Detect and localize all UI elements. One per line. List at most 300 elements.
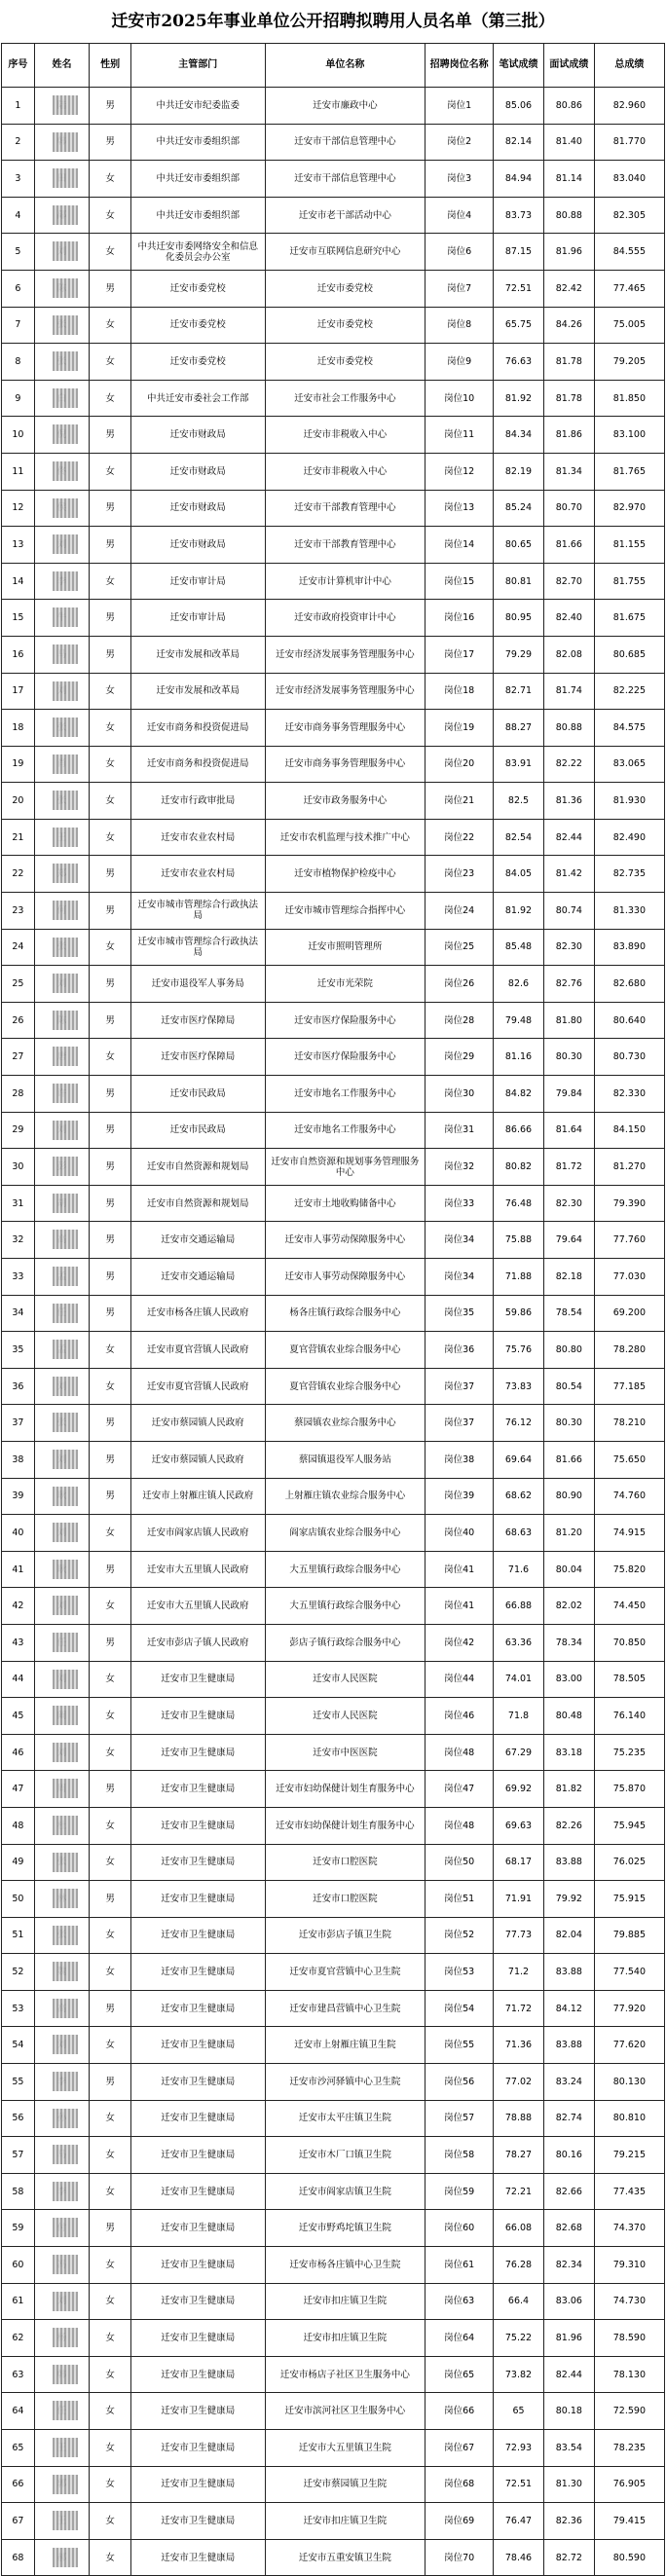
cell-post: 岗位42 <box>426 1624 494 1661</box>
cell-seq: 2 <box>2 124 35 161</box>
department-text: 迁安市农业农村局 <box>161 831 236 843</box>
cell-total: 81.330 <box>594 893 664 930</box>
cell-name <box>34 2539 89 2576</box>
table-row <box>2 1149 665 1186</box>
cell-written: 68.17 <box>494 1844 544 1881</box>
table-row <box>2 380 665 417</box>
cell-dept <box>131 270 266 307</box>
cell-post: 岗位47 <box>426 1771 494 1808</box>
cell-total: 77.030 <box>594 1259 664 1296</box>
cell-dept <box>131 1185 266 1222</box>
cell-written: 80.82 <box>494 1149 544 1186</box>
unit-text: 迁安市野鸡坨镇卫生院 <box>298 2223 391 2234</box>
cell-interview: 81.72 <box>543 1149 594 1186</box>
cell-seq: 34 <box>2 1295 35 1332</box>
cell-interview: 80.86 <box>543 88 594 125</box>
cell-sex: 女 <box>90 2100 131 2137</box>
cell-post: 岗位31 <box>426 1112 494 1149</box>
cell-post: 岗位58 <box>426 2137 494 2174</box>
cell-name <box>34 270 89 307</box>
cell-interview: 81.86 <box>543 417 594 454</box>
cell-name <box>34 490 89 527</box>
name-redaction-blur <box>53 1816 78 1835</box>
cell-interview: 78.34 <box>543 1624 594 1661</box>
table-row <box>2 490 665 527</box>
cell-seq: 33 <box>2 1259 35 1296</box>
name-redaction-blur <box>53 828 78 847</box>
cell-dept <box>131 636 266 673</box>
name-redaction-blur <box>53 1194 78 1213</box>
cell-total: 75.915 <box>594 1881 664 1918</box>
cell-sex: 女 <box>90 1844 131 1881</box>
cell-name <box>34 966 89 1003</box>
unit-text: 迁安市经济发展事务管理服务中心 <box>276 648 415 660</box>
cell-post: 岗位60 <box>426 2210 494 2247</box>
unit-text: 迁安市经济发展事务管理服务中心 <box>276 685 415 697</box>
table-row <box>2 929 665 966</box>
table-row <box>2 1441 665 1478</box>
department-text: 迁安市财政局 <box>169 465 226 477</box>
department-text: 迁安市卫生健康局 <box>161 1747 236 1758</box>
cell-post: 岗位56 <box>426 2064 494 2101</box>
cell-dept <box>131 453 266 490</box>
cell-dept <box>131 819 266 856</box>
cell-seq: 29 <box>2 1112 35 1149</box>
unit-text: 大五里镇行政综合服务中心 <box>289 1601 401 1612</box>
cell-dept <box>131 1259 266 1296</box>
cell-sex: 女 <box>90 2027 131 2064</box>
cell-written: 82.54 <box>494 819 544 856</box>
unit-text: 迁安市杨店子社区卫生服务中心 <box>279 2369 410 2380</box>
cell-interview: 82.74 <box>543 2100 594 2137</box>
table-row <box>2 234 665 271</box>
cell-unit <box>265 1954 426 1991</box>
cell-name <box>34 2247 89 2284</box>
name-redaction-blur <box>53 2255 78 2274</box>
name-redaction-blur <box>53 2511 78 2530</box>
cell-total: 80.810 <box>594 2100 664 2137</box>
cell-written: 69.64 <box>494 1441 544 1478</box>
department-text: 迁安市财政局 <box>169 429 226 441</box>
name-redaction-blur <box>53 1560 78 1579</box>
cell-dept <box>131 1515 266 1552</box>
cell-name <box>34 1844 89 1881</box>
department-text: 中共迁安市委组织部 <box>156 136 240 148</box>
unit-text: 迁安市计算机审计中心 <box>298 575 391 587</box>
cell-total: 84.575 <box>594 710 664 747</box>
cell-total: 78.280 <box>594 1332 664 1369</box>
cell-interview: 81.82 <box>543 1771 594 1808</box>
cell-name <box>34 344 89 381</box>
cell-interview: 79.92 <box>543 1881 594 1918</box>
department-text: 迁安市卫生健康局 <box>161 1967 236 1978</box>
name-redaction-blur <box>53 974 78 993</box>
cell-written: 74.01 <box>494 1661 544 1698</box>
cell-interview: 82.68 <box>543 2210 594 2247</box>
unit-text: 蔡园镇农业综合服务中心 <box>294 1417 396 1429</box>
name-redaction-blur <box>53 2218 78 2237</box>
unit-text: 迁安市沙河驿镇中心卫生院 <box>289 2076 401 2087</box>
cell-dept <box>131 893 266 930</box>
table-row <box>2 2064 665 2101</box>
cell-post: 岗位50 <box>426 1844 494 1881</box>
cell-dept <box>131 1039 266 1076</box>
cell-sex: 男 <box>90 1149 131 1186</box>
cell-interview: 82.18 <box>543 1259 594 1296</box>
cell-unit <box>265 783 426 820</box>
cell-seq: 26 <box>2 1002 35 1039</box>
cell-sex: 男 <box>90 124 131 161</box>
table-row <box>2 1259 665 1296</box>
cell-seq: 41 <box>2 1551 35 1588</box>
cell-name <box>34 1441 89 1478</box>
unit-text: 迁安市人事劳动保障服务中心 <box>284 1234 406 1246</box>
cell-total: 77.540 <box>594 1954 664 1991</box>
cell-dept <box>131 1551 266 1588</box>
unit-text: 迁安市妇幼保健计划生育服务中心 <box>276 1784 415 1795</box>
cell-total: 82.960 <box>594 88 664 125</box>
department-text: 迁安市商务和投资促进局 <box>147 758 249 770</box>
table-row <box>2 1222 665 1259</box>
table-row <box>2 2356 665 2393</box>
cell-sex: 男 <box>90 417 131 454</box>
cell-written: 84.94 <box>494 161 544 198</box>
cell-unit <box>265 490 426 527</box>
cell-name <box>34 1734 89 1771</box>
cell-post: 岗位21 <box>426 783 494 820</box>
cell-interview: 80.48 <box>543 1698 594 1735</box>
department-text: 迁安市卫生健康局 <box>161 1893 236 1904</box>
cell-unit <box>265 417 426 454</box>
unit-text: 迁安市非税收入中心 <box>303 465 388 477</box>
cell-name <box>34 417 89 454</box>
department-text: 迁安市商务和投资促进局 <box>147 721 249 733</box>
cell-seq: 60 <box>2 2247 35 2284</box>
name-redaction-blur <box>53 2145 78 2164</box>
cell-sex: 女 <box>90 783 131 820</box>
cell-post: 岗位6 <box>426 234 494 271</box>
name-redaction-blur <box>53 205 78 225</box>
cell-name <box>34 600 89 637</box>
cell-sex: 女 <box>90 197 131 234</box>
unit-text: 迁安市建昌营镇中心卫生院 <box>289 2003 401 2014</box>
cell-unit <box>265 929 426 966</box>
cell-unit <box>265 636 426 673</box>
cell-seq: 56 <box>2 2100 35 2137</box>
cell-post: 岗位44 <box>426 1661 494 1698</box>
cell-sex: 女 <box>90 2466 131 2503</box>
name-redaction-blur <box>53 2328 78 2347</box>
name-redaction-blur <box>53 461 78 481</box>
cell-seq: 44 <box>2 1661 35 1698</box>
department-text: 迁安市退役军人事务局 <box>151 978 244 990</box>
cell-written: 76.47 <box>494 2503 544 2540</box>
unit-text: 彭店子镇行政综合服务中心 <box>289 1637 401 1648</box>
table-row <box>2 1698 665 1735</box>
department-text: 迁安市委党校 <box>169 355 226 367</box>
cell-interview: 81.36 <box>543 783 594 820</box>
cell-name <box>34 929 89 966</box>
cell-name <box>34 1515 89 1552</box>
cell-total: 82.305 <box>594 197 664 234</box>
cell-post: 岗位26 <box>426 966 494 1003</box>
table-row <box>2 1551 665 1588</box>
name-redaction-blur <box>53 278 78 298</box>
cell-total: 70.850 <box>594 1624 664 1661</box>
cell-interview: 81.74 <box>543 673 594 710</box>
department-text: 迁安市卫生健康局 <box>161 2296 236 2307</box>
cell-total: 74.915 <box>594 1515 664 1552</box>
cell-seq: 28 <box>2 1076 35 1113</box>
table-row <box>2 1002 665 1039</box>
name-redaction-blur <box>53 2438 78 2457</box>
name-redaction-blur <box>53 498 78 518</box>
cell-interview: 81.42 <box>543 856 594 893</box>
cell-seq: 37 <box>2 1405 35 1442</box>
name-redaction-blur <box>53 864 78 883</box>
cell-sex: 男 <box>90 1112 131 1149</box>
cell-name <box>34 527 89 564</box>
cell-total: 82.490 <box>594 819 664 856</box>
cell-interview: 82.30 <box>543 1185 594 1222</box>
cell-unit <box>265 1698 426 1735</box>
unit-text: 迁安市夏官营镇中心卫生院 <box>289 1967 401 1978</box>
unit-text: 迁安市五重安镇卫生院 <box>298 2552 391 2563</box>
department-text: 迁安市委党校 <box>169 319 226 331</box>
cell-unit <box>265 307 426 344</box>
header-name: 姓名 <box>34 44 89 88</box>
name-redaction-blur <box>53 2401 78 2420</box>
cell-post: 岗位22 <box>426 819 494 856</box>
cell-seq: 63 <box>2 2356 35 2393</box>
name-redaction-blur <box>53 1413 78 1432</box>
cell-unit <box>265 2320 426 2357</box>
unit-text: 迁安市大五里镇卫生院 <box>298 2442 391 2453</box>
cell-total: 76.025 <box>594 1844 664 1881</box>
unit-text: 迁安市滨河社区卫生服务中心 <box>284 2406 406 2417</box>
cell-post: 岗位20 <box>426 746 494 783</box>
cell-total: 81.770 <box>594 124 664 161</box>
table-row <box>2 1917 665 1954</box>
unit-text: 迁安市互联网信息研究中心 <box>289 246 401 258</box>
unit-text: 迁安市干部信息管理中心 <box>294 136 396 148</box>
cell-total: 77.435 <box>594 2173 664 2210</box>
cell-seq: 46 <box>2 1734 35 1771</box>
cell-sex: 男 <box>90 1295 131 1332</box>
cell-unit <box>265 1441 426 1478</box>
cell-name <box>34 2320 89 2357</box>
cell-written: 84.82 <box>494 1076 544 1113</box>
cell-sex: 男 <box>90 636 131 673</box>
cell-post: 岗位37 <box>426 1368 494 1405</box>
cell-post: 岗位48 <box>426 1807 494 1844</box>
department-text: 迁安市卫生健康局 <box>161 2186 236 2197</box>
cell-dept <box>131 1295 266 1332</box>
name-redaction-blur <box>53 1670 78 1689</box>
cell-unit <box>265 2393 426 2430</box>
cell-sex: 女 <box>90 1734 131 1771</box>
cell-seq: 8 <box>2 344 35 381</box>
cell-unit <box>265 1332 426 1369</box>
cell-dept <box>131 2247 266 2284</box>
name-redaction-blur <box>53 1084 78 1103</box>
cell-total: 83.890 <box>594 929 664 966</box>
cell-dept <box>131 2466 266 2503</box>
cell-total: 78.130 <box>594 2356 664 2393</box>
cell-name <box>34 197 89 234</box>
cell-written: 77.73 <box>494 1917 544 1954</box>
cell-total: 79.310 <box>594 2247 664 2284</box>
unit-text: 迁安市委党校 <box>316 282 373 294</box>
cell-name <box>34 746 89 783</box>
cell-name <box>34 1222 89 1259</box>
cell-sex: 女 <box>90 2247 131 2284</box>
table-row <box>2 2503 665 2540</box>
table-row <box>2 819 665 856</box>
cell-unit <box>265 563 426 600</box>
table-row <box>2 2100 665 2137</box>
cell-sex: 男 <box>90 1185 131 1222</box>
cell-total: 81.155 <box>594 527 664 564</box>
cell-sex: 女 <box>90 2393 131 2430</box>
cell-sex: 女 <box>90 2137 131 2174</box>
cell-total: 82.970 <box>594 490 664 527</box>
cell-dept <box>131 1002 266 1039</box>
cell-total: 77.920 <box>594 1990 664 2027</box>
department-text: 迁安市大五里镇人民政府 <box>147 1564 249 1575</box>
cell-seq: 1 <box>2 88 35 125</box>
cell-unit <box>265 2100 426 2137</box>
cell-post: 岗位67 <box>426 2430 494 2467</box>
cell-written: 85.48 <box>494 929 544 966</box>
cell-dept <box>131 1844 266 1881</box>
cell-post: 岗位18 <box>426 673 494 710</box>
name-redaction-blur <box>53 718 78 737</box>
cell-dept <box>131 2137 266 2174</box>
cell-dept <box>131 1112 266 1149</box>
cell-sex: 女 <box>90 161 131 198</box>
cell-total: 77.465 <box>594 270 664 307</box>
cell-sex: 女 <box>90 1917 131 1954</box>
cell-total: 77.760 <box>594 1222 664 1259</box>
cell-dept <box>131 1441 266 1478</box>
unit-text: 迁安市委党校 <box>316 355 373 367</box>
cell-seq: 61 <box>2 2283 35 2320</box>
name-redaction-blur <box>53 132 78 152</box>
name-redaction-blur <box>53 1121 78 1140</box>
unit-text: 迁安市政务服务中心 <box>303 795 388 807</box>
name-redaction-blur <box>53 1633 78 1652</box>
cell-unit <box>265 1259 426 1296</box>
cell-dept <box>131 1222 266 1259</box>
cell-total: 82.330 <box>594 1076 664 1113</box>
department-text: 迁安市卫生健康局 <box>161 1784 236 1795</box>
department-text: 迁安市发展和改革局 <box>156 648 240 660</box>
cell-total: 84.555 <box>594 234 664 271</box>
cell-seq: 16 <box>2 636 35 673</box>
table-row <box>2 527 665 564</box>
cell-sex: 女 <box>90 819 131 856</box>
unit-text: 迁安市太平庄镇卫生院 <box>298 2113 391 2124</box>
cell-unit <box>265 1771 426 1808</box>
cell-sex: 男 <box>90 2064 131 2101</box>
cell-unit <box>265 1076 426 1113</box>
unit-text: 迁安市中医医院 <box>313 1747 378 1758</box>
cell-post: 岗位39 <box>426 1478 494 1515</box>
name-redaction-blur <box>53 1011 78 1030</box>
cell-written: 82.71 <box>494 673 544 710</box>
header-sex: 性别 <box>90 44 131 88</box>
cell-post: 岗位61 <box>426 2247 494 2284</box>
unit-text: 夏官营镇农业综合服务中心 <box>289 1380 401 1392</box>
name-redaction-blur <box>53 681 78 701</box>
cell-name <box>34 1368 89 1405</box>
cell-written: 78.88 <box>494 2100 544 2137</box>
name-redaction-blur <box>53 1523 78 1542</box>
cell-unit <box>265 1551 426 1588</box>
cell-post: 岗位33 <box>426 1185 494 1222</box>
cell-interview: 82.44 <box>543 819 594 856</box>
department-text: 迁安市卫生健康局 <box>161 2076 236 2087</box>
name-redaction-blur <box>53 388 78 408</box>
cell-dept <box>131 2210 266 2247</box>
cell-dept <box>131 929 266 966</box>
table-row <box>2 2393 665 2430</box>
unit-text: 迁安市自然资源和规划事务管理服务中心 <box>271 1156 420 1178</box>
cell-sex: 男 <box>90 1405 131 1442</box>
cell-seq: 38 <box>2 1441 35 1478</box>
cell-interview: 81.96 <box>543 234 594 271</box>
cell-total: 75.005 <box>594 307 664 344</box>
name-redaction-blur <box>53 2548 78 2567</box>
cell-unit <box>265 1039 426 1076</box>
table-row <box>2 1588 665 1625</box>
cell-name <box>34 88 89 125</box>
name-redaction-blur <box>53 644 78 664</box>
cell-interview: 81.20 <box>543 1515 594 1552</box>
cell-written: 81.92 <box>494 380 544 417</box>
cell-written: 65.75 <box>494 307 544 344</box>
cell-dept <box>131 2100 266 2137</box>
cell-seq: 50 <box>2 1881 35 1918</box>
cell-dept <box>131 1076 266 1113</box>
cell-name <box>34 2100 89 2137</box>
unit-text: 迁安市植物保护检疫中心 <box>294 868 396 880</box>
unit-text: 迁安市医疗保险服务中心 <box>294 1014 396 1026</box>
cell-post: 岗位36 <box>426 1332 494 1369</box>
cell-sex: 男 <box>90 1441 131 1478</box>
cell-unit <box>265 1917 426 1954</box>
cell-total: 81.930 <box>594 783 664 820</box>
unit-text: 迁安市人事劳动保障服务中心 <box>284 1270 406 1282</box>
cell-name <box>34 1332 89 1369</box>
cell-seq: 36 <box>2 1368 35 1405</box>
name-redaction-blur <box>53 1267 78 1286</box>
unit-text: 阎家店镇农业综合服务中心 <box>289 1527 401 1538</box>
cell-written: 75.88 <box>494 1222 544 1259</box>
cell-total: 81.850 <box>594 380 664 417</box>
cell-sex: 男 <box>90 1259 131 1296</box>
cell-sex: 女 <box>90 1807 131 1844</box>
cell-seq: 9 <box>2 380 35 417</box>
cell-interview: 82.40 <box>543 600 594 637</box>
name-redaction-blur <box>53 241 78 261</box>
cell-sex: 女 <box>90 2430 131 2467</box>
cell-name <box>34 1185 89 1222</box>
cell-interview: 79.84 <box>543 1076 594 1113</box>
cell-dept <box>131 344 266 381</box>
department-text: 迁安市杨各庄镇人民政府 <box>147 1307 249 1319</box>
